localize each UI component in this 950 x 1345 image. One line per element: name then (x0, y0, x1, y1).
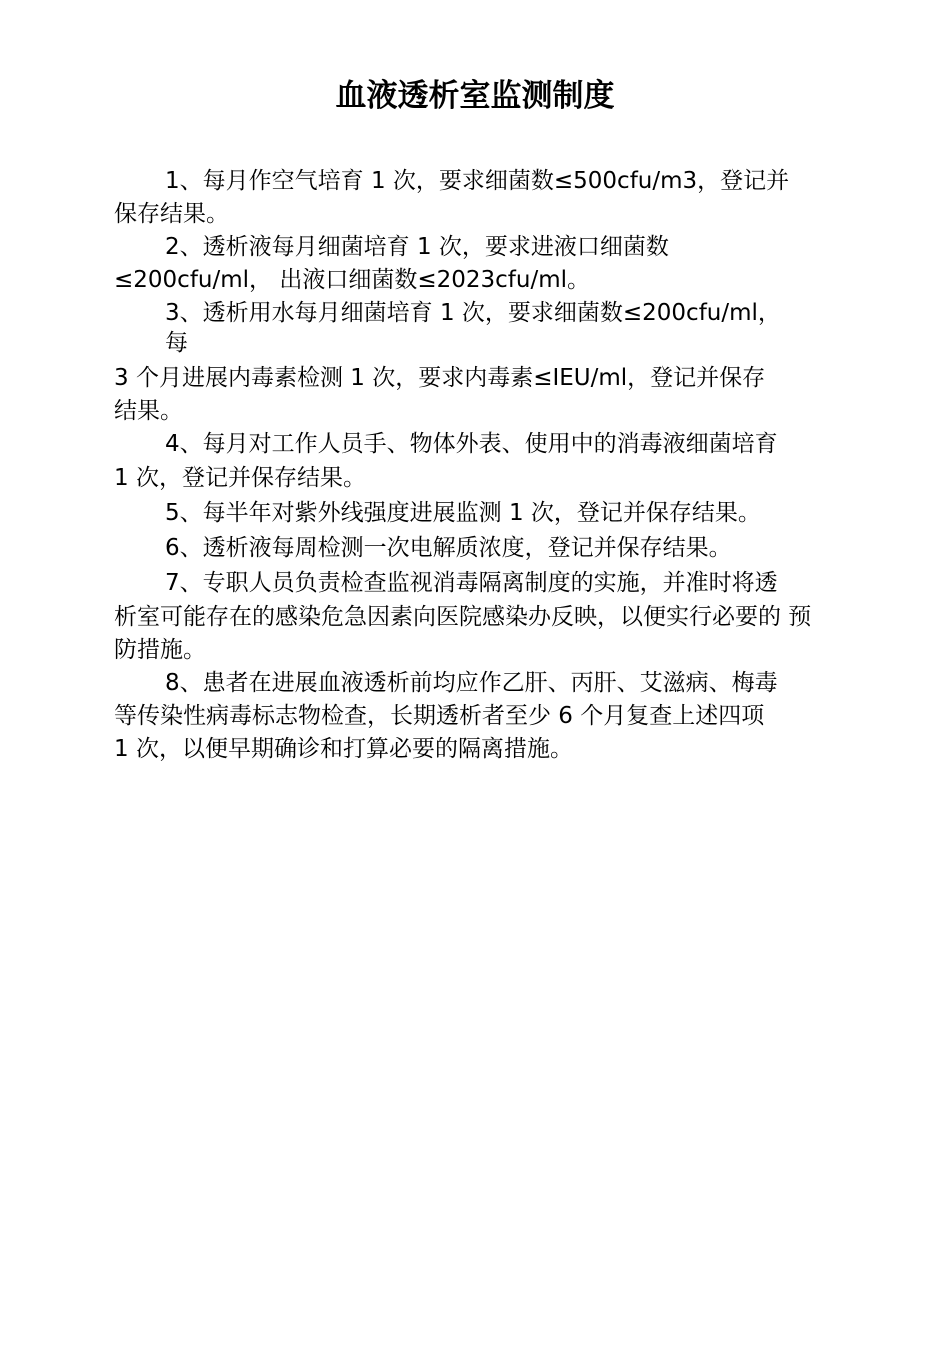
rule-3-line-4: 结果。 (114, 398, 183, 424)
rule-7-line-1: 7、专职人员负责检查监视消毒隔离制度的实施，并准时将透 (165, 570, 778, 596)
rule-8-line-3: 1 次，以便早期确诊和打算必要的隔离措施。 (114, 736, 573, 762)
document-title: 血液透析室监测制度 (335, 78, 615, 114)
rule-4-line-2: 1 次，登记并保存结果。 (114, 465, 366, 491)
rule-1-line-1: 1、每月作空气培育 1 次，要求细菌数≤500cfu/m3，登记并 (165, 168, 790, 194)
rule-6-line-1: 6、透析液每周检测一次电解质浓度，登记并保存结果。 (165, 535, 732, 561)
rule-4-line-1: 4、每月对工作人员手、物体外表、使用中的消毒液细菌培育 (165, 431, 778, 457)
rule-7-line-2: 析室可能存在的感染危急因素向医院感染办反映，以便实行必要的 预 (114, 604, 812, 630)
rule-3-line-3: 3 个月进展内毒素检测 1 次，要求内毒素≤IEU/ml，登记并保存 (114, 365, 766, 391)
rule-1-line-2: 保存结果。 (114, 201, 229, 227)
rule-3-line-1: 3、透析用水每月细菌培育 1 次，要求细菌数≤200cfu/ml， (165, 300, 781, 326)
rule-8-line-1: 8、患者在进展血液透析前均应作乙肝、丙肝、艾滋病、梅毒 (165, 670, 778, 696)
rule-3-line-2: 每 (165, 330, 188, 356)
rule-2-line-1: 2、透析液每月细菌培育 1 次，要求进液口细菌数 (165, 234, 669, 260)
rule-8-line-2: 等传染性病毒标志物检查，长期透析者至少 6 个月复查上述四项 (114, 703, 765, 729)
rule-2-line-2: ≤200cfu/ml， 出液口细菌数≤2023cfu/ml。 (114, 267, 591, 293)
rule-5-line-1: 5、每半年对紫外线强度进展监测 1 次，登记并保存结果。 (165, 500, 761, 526)
rule-7-line-3: 防措施。 (114, 637, 206, 663)
